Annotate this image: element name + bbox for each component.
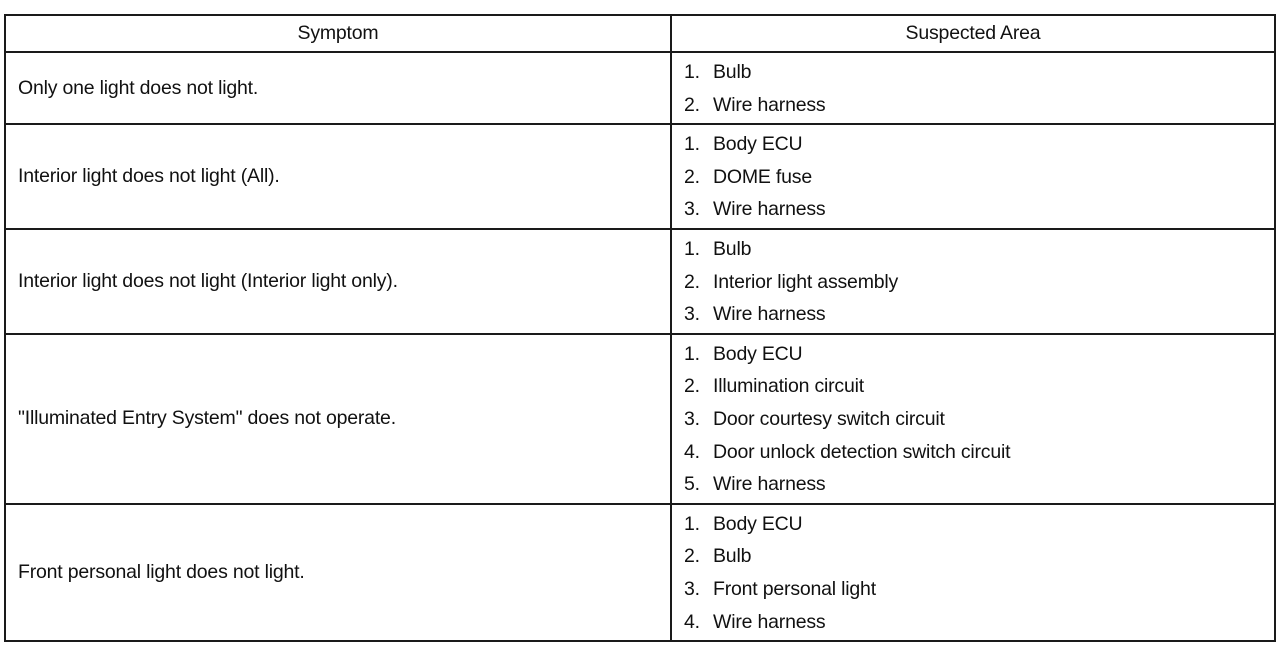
item-text: Illumination circuit bbox=[713, 375, 864, 398]
item-number: 3. bbox=[684, 577, 700, 600]
item-text: Body ECU bbox=[713, 133, 803, 156]
list-item bbox=[684, 468, 1274, 501]
suspected-area-list bbox=[684, 56, 1274, 121]
suspected-area-cell bbox=[671, 52, 1275, 124]
item-number: 5. bbox=[684, 473, 700, 496]
table-body bbox=[5, 52, 1275, 641]
suspected-area-cell bbox=[671, 334, 1275, 504]
item-text: Wire harness bbox=[713, 198, 826, 221]
item-number: 2. bbox=[684, 545, 700, 568]
symptom-cell: "Illuminated Entry System" does not operate. bbox=[5, 334, 671, 504]
list-item bbox=[684, 128, 1274, 161]
item-number: 1. bbox=[684, 133, 700, 156]
list-item bbox=[684, 89, 1274, 122]
list-item bbox=[684, 436, 1274, 469]
item-text: Wire harness bbox=[713, 93, 826, 116]
item-number: 3. bbox=[684, 303, 700, 326]
suspected-area-cell bbox=[671, 124, 1275, 229]
item-number: 2. bbox=[684, 270, 700, 293]
item-text: Bulb bbox=[713, 237, 752, 260]
item-text: Bulb bbox=[713, 61, 752, 83]
list-item bbox=[684, 403, 1274, 436]
item-text: DOME fuse bbox=[713, 165, 812, 188]
list-item bbox=[684, 193, 1274, 226]
item-number: 2. bbox=[684, 375, 700, 398]
symptom-cell: Interior light does not light (All). bbox=[5, 124, 671, 229]
item-number: 4. bbox=[684, 440, 700, 463]
list-item bbox=[684, 573, 1274, 606]
item-number: 1. bbox=[684, 342, 700, 365]
list-item bbox=[684, 338, 1274, 371]
item-number: 3. bbox=[684, 407, 700, 430]
symptom-cell: Only one light does not light. bbox=[5, 52, 671, 124]
item-text: Door courtesy switch circuit bbox=[713, 407, 945, 430]
table-row bbox=[5, 124, 1275, 229]
troubleshooting-table bbox=[4, 14, 1276, 642]
item-number: 2. bbox=[684, 165, 700, 188]
item-text: Body ECU bbox=[713, 512, 803, 535]
item-text: Bulb bbox=[713, 545, 752, 568]
item-number: 1. bbox=[684, 512, 700, 535]
item-text: Body ECU bbox=[713, 342, 803, 365]
suspected-area-column-header: Suspected Area bbox=[671, 15, 1275, 52]
item-number: 1. bbox=[684, 237, 700, 260]
list-item bbox=[684, 56, 1274, 89]
item-number: 1. bbox=[684, 61, 700, 83]
item-text: Door unlock detection switch circuit bbox=[713, 440, 1011, 463]
suspected-area-list bbox=[684, 128, 1274, 226]
list-item bbox=[684, 606, 1274, 639]
list-item bbox=[684, 508, 1274, 541]
list-item bbox=[684, 540, 1274, 573]
list-item bbox=[684, 298, 1274, 331]
item-text: Wire harness bbox=[713, 303, 826, 326]
list-item bbox=[684, 370, 1274, 403]
item-number: 3. bbox=[684, 198, 700, 221]
item-number: 2. bbox=[684, 93, 700, 116]
item-text: Wire harness bbox=[713, 610, 826, 633]
symptom-cell: Front personal light does not light. bbox=[5, 504, 671, 641]
item-text: Front personal light bbox=[713, 577, 876, 600]
item-text: Wire harness bbox=[713, 473, 826, 496]
suspected-area-cell bbox=[671, 229, 1275, 334]
symptom-cell: Interior light does not light (Interior light only). bbox=[5, 229, 671, 334]
list-item bbox=[684, 266, 1274, 299]
symptom-column-header: Symptom bbox=[5, 15, 671, 52]
suspected-area-cell bbox=[671, 504, 1275, 641]
suspected-area-list bbox=[684, 338, 1274, 501]
table-row bbox=[5, 504, 1275, 641]
item-text: Interior light assembly bbox=[713, 270, 899, 293]
suspected-area-list bbox=[684, 233, 1274, 331]
suspected-area-list bbox=[684, 508, 1274, 638]
table-row bbox=[5, 334, 1275, 504]
list-item bbox=[684, 233, 1274, 266]
header-row bbox=[5, 15, 1275, 52]
list-item bbox=[684, 161, 1274, 194]
table-row bbox=[5, 52, 1275, 124]
item-number: 4. bbox=[684, 610, 700, 633]
table-row bbox=[5, 229, 1275, 334]
